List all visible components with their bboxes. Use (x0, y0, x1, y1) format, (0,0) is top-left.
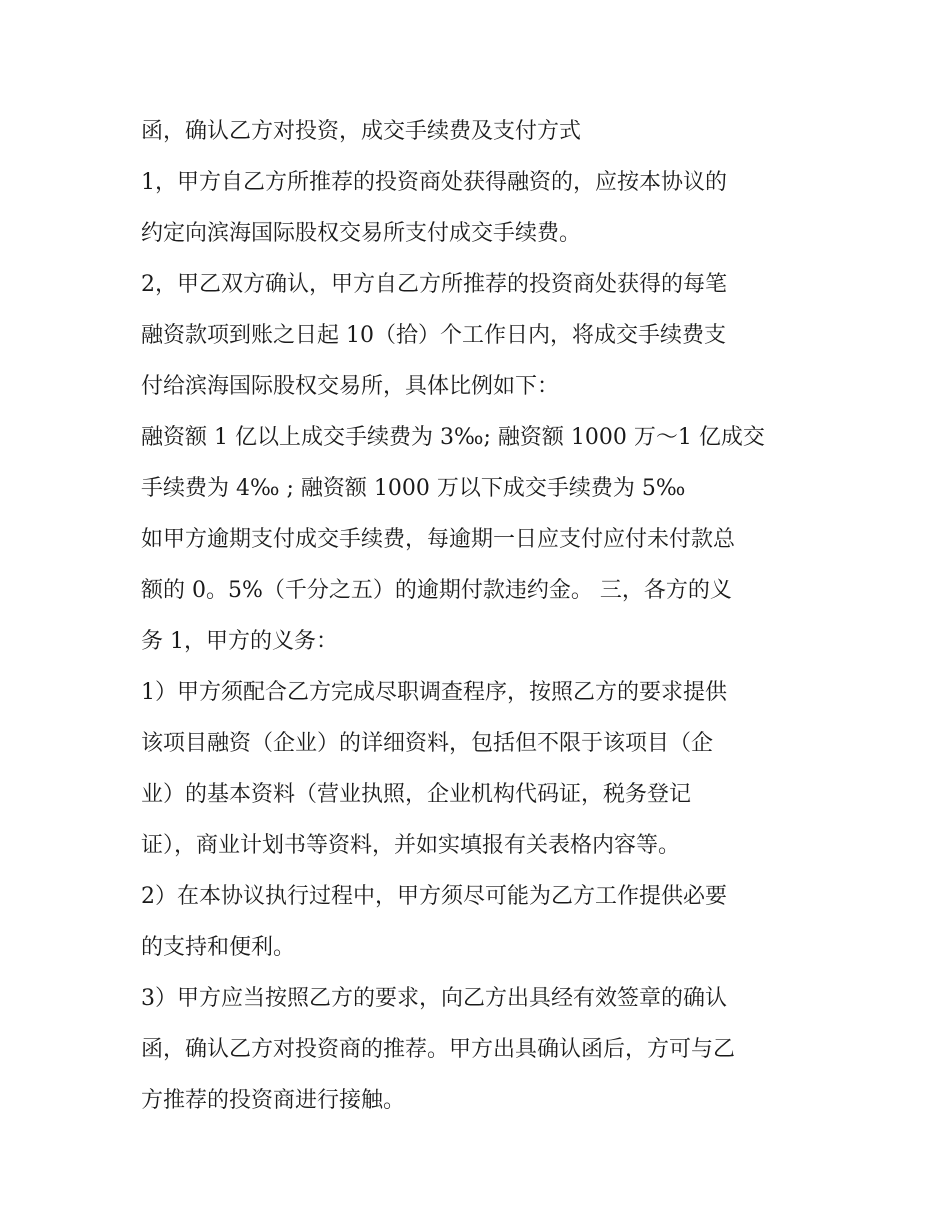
text-line-9: 如甲方逾期支付成交手续费，每逾期一日应支付应付未付款总 (141, 527, 736, 552)
text-line-12: 1）甲方须配合乙方完成尽职调查程序，按照乙方的要求提供 (141, 680, 727, 705)
text-line-20: 方推荐的投资商进行接触。 (141, 1088, 406, 1113)
text-line-7: 融资额 1 亿以上成交手续费为 3‰; 融资额 1000 万～1 亿成交 (141, 425, 765, 450)
text-line-15: 证），商业计划书等资料，并如实填报有关表格内容等。 (141, 833, 681, 858)
text-line-18: 3）甲方应当按照乙方的要求，向乙方出具经有效签章的确认 (141, 986, 727, 1011)
text-line-4: 2，甲乙双方确认，甲方自乙方所推荐的投资商处获得的每笔 (141, 272, 727, 297)
document-body (141, 106, 831, 1126)
text-line-5: 融资款项到账之日起 10（拾）个工作日内，将成交手续费支 (141, 323, 726, 348)
text-line-13: 该项目融资（企业）的详细资料，包括但不限于该项目（企 (141, 731, 714, 756)
text-line-19: 函，确认乙方对投资商的推荐。甲方出具确认函后，方可与乙 (141, 1037, 736, 1062)
text-line-11: 务 1，甲方的义务： (141, 629, 338, 654)
text-line-17: 的支持和便利。 (141, 935, 296, 960)
text-line-2: 1，甲方自乙方所推荐的投资商处获得融资的，应按本协议的 (141, 170, 727, 195)
text-line-14: 业）的基本资料（营业执照，企业机构代码证，税务登记 (141, 782, 692, 807)
text-line-10: 额的 0。5%（千分之五）的逾期付款违约金。 三，各方的义 (141, 578, 732, 603)
text-line-6: 付给滨海国际股权交易所，具体比例如下： (141, 374, 560, 399)
text-line-16: 2）在本协议执行过程中，甲方须尽可能为乙方工作提供必要 (141, 884, 727, 909)
text-line-1: 函，确认乙方对投资，成交手续费及支付方式 (141, 119, 582, 144)
text-line-8: 手续费为 4‰ ; 融资额 1000 万以下成交手续费为 5‰ (141, 476, 686, 501)
text-line-3: 约定向滨海国际股权交易所支付成交手续费。 (141, 221, 582, 246)
